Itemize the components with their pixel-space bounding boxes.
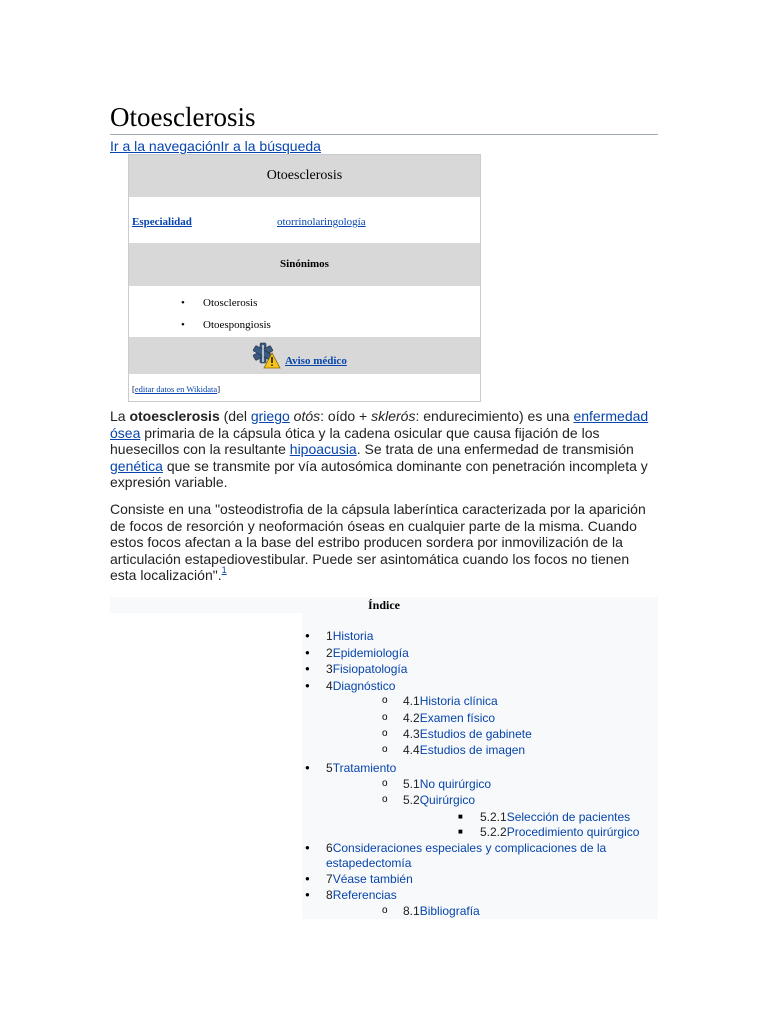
toc-bullet: ●: [305, 763, 310, 772]
toc-link[interactable]: Consideraciones especiales y complicaciones de la: [332, 841, 607, 855]
toc-number: 6: [326, 841, 333, 855]
toc-bullet: ●: [305, 890, 310, 899]
toc-bullet: o: [382, 728, 388, 739]
link-griego[interactable]: griego: [250, 408, 290, 424]
link-genetica[interactable]: genética: [110, 457, 163, 474]
toc-number: 5.1: [403, 777, 420, 791]
toc-link[interactable]: Historia clínica: [419, 694, 498, 708]
toc-item[interactable]: [326, 629, 373, 643]
toc-link[interactable]: Fisiopatología: [332, 662, 408, 676]
toc-item[interactable]: [403, 727, 532, 741]
toc-item[interactable]: [480, 810, 630, 824]
synonyms-list: [181, 295, 271, 339]
toc-number: 1: [326, 629, 333, 643]
toc-link[interactable]: Diagnóstico: [332, 679, 396, 693]
medical-notice-link[interactable]: Aviso médico: [285, 355, 347, 367]
toc-link[interactable]: No quirúrgico: [419, 777, 492, 791]
toc-item[interactable]: [326, 761, 396, 775]
toc-number: 5.2.1: [480, 810, 507, 824]
reference-link[interactable]: 1: [221, 565, 227, 575]
link-hipoacusia[interactable]: hipoacusia: [289, 441, 357, 457]
toc-link[interactable]: Selección de pacientes: [506, 810, 631, 824]
toc-item[interactable]: [326, 646, 409, 660]
toc-link[interactable]: Quirúrgico: [419, 793, 476, 807]
toc-number: 5.2: [403, 793, 420, 807]
medical-notice-row: [129, 337, 480, 374]
toc-number: 5: [326, 761, 333, 775]
toc-item[interactable]: [403, 694, 498, 708]
wikidata-edit: [editar datos en Wikidata]: [132, 384, 221, 394]
synonyms-header: Sinónimos: [129, 243, 480, 286]
toc-item[interactable]: [480, 825, 639, 839]
toc-bullet: ●: [305, 843, 310, 852]
toc-bullet: ●: [305, 664, 310, 673]
toc-link-continuation[interactable]: estapedectomía: [326, 856, 412, 870]
link-enfermedad[interactable]: enfermedad: [573, 408, 649, 424]
toc-link[interactable]: Procedimiento quirúrgico: [506, 825, 640, 839]
toc-item[interactable]: [403, 743, 525, 757]
toc-number: 8.1: [403, 904, 420, 918]
toc-link[interactable]: Tratamiento: [332, 761, 397, 775]
intro-paragraph-2: Consiste en una "osteodistrofia de la cápsula laberíntica caracterizada por la aparición de focos de resorción y neoformación óseas en cualquier parte de la misma. Cuando estos focos afectan a la base del estribo producen sordera por inmovilización de la articulación estapediovestibular. Puede ser asintomática cuando los focos no tienen esta localización".$^1$: [110, 501, 646, 583]
toc-item[interactable]: [403, 711, 495, 725]
link-osea[interactable]: ósea: [110, 424, 141, 441]
toc-bullet: o: [382, 794, 388, 805]
toc-item[interactable]: [326, 679, 395, 693]
toc-link[interactable]: Referencias: [332, 888, 397, 902]
specialty-value-link[interactable]: otorrinolaringología: [277, 216, 366, 228]
synonym-text: Otosclerosis: [203, 297, 258, 309]
toc-link[interactable]: Epidemiología: [332, 646, 409, 660]
toc-bullet: o: [382, 695, 388, 706]
toc-bullet: o: [382, 778, 388, 789]
toc-number: 3: [326, 662, 333, 676]
infobox: [128, 154, 481, 402]
toc-number: 2: [326, 646, 333, 660]
toc-item[interactable]: [403, 793, 475, 807]
toc-item[interactable]: [326, 841, 606, 855]
toc-link[interactable]: Examen físico: [419, 711, 496, 725]
toc-item[interactable]: [326, 872, 413, 886]
toc-link[interactable]: Véase también: [332, 872, 413, 886]
synonym-text: Otoespongiosis: [203, 319, 271, 331]
toc-number: 7: [326, 872, 333, 886]
toc-title: Índice: [367, 598, 400, 612]
toc-link[interactable]: Estudios de gabinete: [419, 727, 532, 741]
infobox-title: Otoesclerosis: [129, 155, 480, 197]
toc-number: 4.2: [403, 711, 420, 725]
synonym-item: • Otosclerosis: [181, 297, 258, 309]
toc-number: 4.1: [403, 694, 420, 708]
toc-link[interactable]: Estudios de imagen: [419, 743, 526, 757]
toc-bullet: ●: [305, 648, 310, 657]
table-of-contents: [110, 597, 658, 919]
toc-item[interactable]: [326, 888, 397, 902]
toc-bullet: ●: [305, 681, 310, 690]
intro-paragraph-1: La otoesclerosis (del griego otós: oído + sklerós: endurecimiento) es una enfermedad ósea primaria de la cápsula ótica y la cadena osicular que causa fijación de los huesecillos con la resultante hipoacusia. Se trata de una enfermedad de transmisión genética que se transmite por vía autosómica dominante con penetración incompleta y expresión variable.: [110, 408, 649, 490]
toc-bullet: o: [382, 744, 388, 755]
toc-item[interactable]: [403, 904, 480, 918]
toc-bullet: ■: [458, 827, 463, 836]
toc-number: 4: [326, 679, 333, 693]
medical-warning-icon: [251, 341, 281, 369]
toc-link[interactable]: Bibliografía: [419, 904, 480, 918]
toc-bullet: ■: [458, 812, 463, 821]
toc-number: 5.2.2: [480, 825, 507, 839]
toc-number: 4.3: [403, 727, 420, 741]
toc-item[interactable]: [403, 777, 491, 791]
edit-wikidata-link[interactable]: editar datos en Wikidata: [134, 384, 218, 394]
bold-term: otoesclerosis: [129, 408, 220, 424]
toc-link[interactable]: Historia: [332, 629, 374, 643]
toc-item[interactable]: [326, 662, 407, 676]
toc-bullet: o: [382, 905, 388, 916]
toc-bullet: ●: [305, 631, 310, 640]
jump-links[interactable]: Ir a la navegaciónIr a la búsqueda: [110, 138, 321, 154]
synonym-item: • Otoespongiosis: [181, 319, 271, 331]
toc-bullet: ●: [305, 874, 310, 883]
specialty-label-link[interactable]: Especialidad: [132, 216, 192, 228]
page-title: Otoesclerosis: [110, 102, 658, 135]
toc-number: 8: [326, 888, 333, 902]
toc-bullet: o: [382, 712, 388, 723]
toc-number: 4.4: [403, 743, 420, 757]
